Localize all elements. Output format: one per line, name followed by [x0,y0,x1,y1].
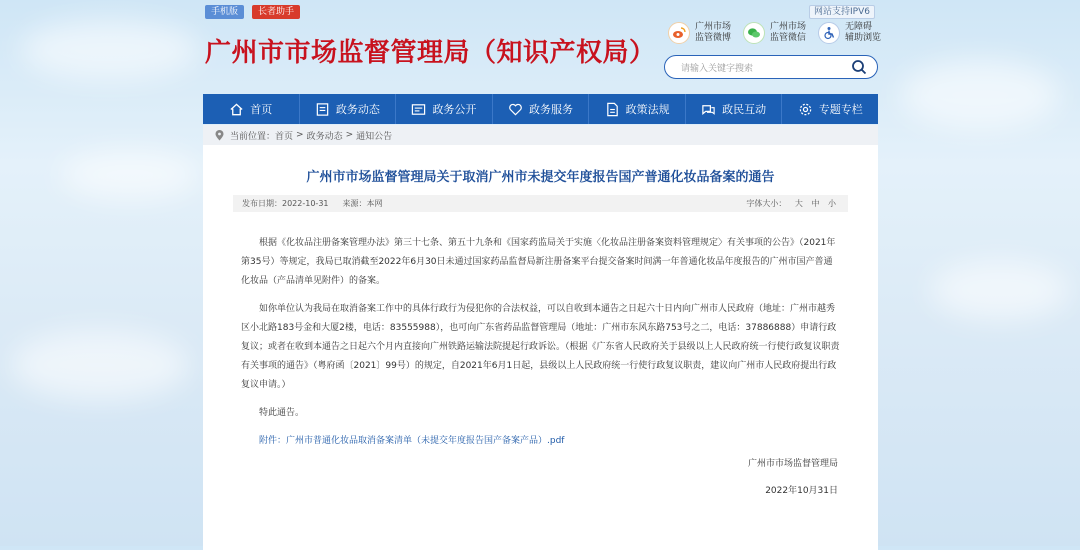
signature: 广州市市场监督管理局 [747,459,838,469]
elder-assistant-link[interactable]: 长者助手 [252,5,300,19]
interaction-icon [701,102,716,117]
cloud-decoration [20,20,200,80]
wechat-line1: 广州市场 [770,22,807,32]
nav-label: 专题专栏 [818,103,863,116]
ipv6-badge: 网站支持IPV6 [809,5,875,19]
nav-item-news[interactable] [300,94,397,124]
accessibility-line2: 辅助浏览 [845,33,882,43]
home-icon [229,102,244,117]
breadcrumb-prefix: 当前位置： [230,131,276,142]
breadcrumb-notices[interactable]: 通知公告 [356,131,393,142]
article-source [343,198,383,209]
publish-label: 发布日期： [242,199,282,208]
nav-item-home[interactable] [203,94,300,124]
article-meta [233,195,848,212]
heart-icon [508,102,523,117]
breadcrumb [203,125,878,145]
search-button[interactable] [851,59,867,75]
wechat-link[interactable] [743,22,806,44]
wechat-icon [743,22,765,44]
nav-label: 政务公开 [432,103,477,116]
article-panel [203,145,878,550]
attachment-label: 附件： [259,436,287,446]
article-paragraph: 如你单位认为我局在取消备案工作中的具体行政行为侵犯你的合法权益，可以自收到本通告之日起六十日内向广州市人民政府（地址：广州市越秀区小北路183号金和大厦2楼，电话：83555988），也可向广东省药品监督管理局（地址：广州市东风东路753号之二，电话：37886888）申请行政复议；或者在收到本通告之日起六个月内直接向广州铁路运输法院提起行政诉讼。（根据《广东省人民政府关于县级以上人民政府统一行使行政复议职责有关事项的通告》（粤府函〔2021〕99号）的规定，自2021年6月1日起，县级以上人民政府统一行使行政复议职责，建议向广州市人民政府提出行政复议申请。） [241,304,840,390]
nav-label: 政务动态 [335,103,380,116]
breadcrumb-separator: > [345,130,354,140]
main-nav [203,94,878,124]
search-input[interactable] [679,63,843,75]
article-paragraph: 根据《化妆品注册备案管理办法》第三十七条、第五十九条和《国家药监局关于实施〈化妆品注册备案资料管理规定〉有关事项的公告》（2021年第35号）等规定，我局已取消截至2022年6月30日未通过国家药品监督局新注册备案平台提交备案时间满一年普通化妆品年度报告的广州市国产普通化妆品（产品清单见附件）的备案。 [241,238,836,286]
weibo-icon [668,22,690,44]
nav-label: 政务服务 [529,103,574,116]
breadcrumb-news[interactable]: 政务动态 [306,131,343,142]
source-label: 来源： [342,199,367,208]
search-icon [851,59,867,75]
accessibility-line1: 无障碍 [845,22,873,32]
font-size-large-button[interactable]: 大 [794,199,803,208]
cloud-decoration [930,260,1070,320]
wechat-line2: 监管微信 [770,33,807,43]
site-title: 广州市市场监督管理局（知识产权局） [205,38,656,68]
gear-icon [798,102,813,117]
accessibility-icon [818,22,840,44]
quick-links [668,22,881,44]
top-tags [205,5,300,19]
nav-label: 政策法规 [625,103,670,116]
weibo-line2: 监管微博 [695,33,732,43]
signature-date: 2022年10月31日 [765,486,838,496]
weibo-line1: 广州市场 [695,22,732,32]
search-box [664,55,878,79]
nav-item-topics[interactable] [782,94,878,124]
attachment [241,432,841,451]
attachment-link[interactable]: 广州市普通化妆品取消备案清单（未提交年度报告国产备案产品）.pdf [286,436,565,446]
cloud-decoration [900,60,1060,130]
weibo-link[interactable] [668,22,731,44]
mobile-version-link[interactable]: 手机版 [205,5,244,19]
publish-date [242,198,329,209]
article-title: 广州市市场监督管理局关于取消广州市未提交年度报告国产普通化妆品备案的通告 [306,170,775,185]
cloud-decoration [60,150,200,200]
publish-value: 2022-10-31 [282,199,329,208]
nav-item-services[interactable] [493,94,590,124]
article-body [241,234,841,451]
open-gov-icon [411,102,426,117]
nav-label: 首页 [250,103,273,116]
article-paragraph: 特此通告。 [259,408,305,418]
font-size-small-button[interactable]: 小 [828,199,836,208]
cloud-decoration [10,330,190,400]
breadcrumb-home[interactable]: 首页 [275,131,294,142]
font-size-medium-button[interactable]: 中 [811,199,820,208]
font-size-control [746,198,836,209]
font-size-label: 字体大小： [746,199,787,208]
nav-item-policy[interactable] [589,94,686,124]
breadcrumb-separator: > [296,130,304,140]
source-value: 本网 [366,199,383,208]
news-icon [315,102,330,117]
nav-item-interaction[interactable] [686,94,783,124]
document-icon [605,102,620,117]
nav-item-open-gov[interactable] [396,94,493,124]
accessibility-link[interactable] [818,22,881,44]
nav-label: 政民互动 [722,103,767,116]
location-pin-icon [215,130,224,141]
